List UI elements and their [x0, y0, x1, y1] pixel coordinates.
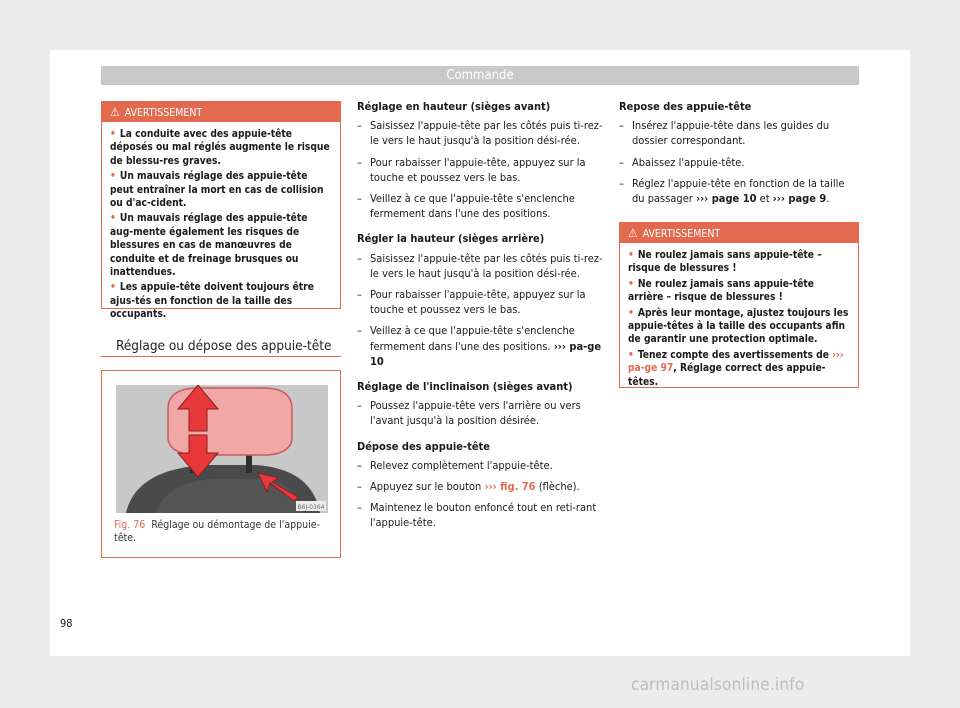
- heading-inclination: Réglage de l'inclinaison (sièges avant): [357, 380, 573, 394]
- figure-number: Fig. 76: [114, 519, 146, 531]
- warning-item: • Les appuie-tête doivent toujours être ajus-tés en fonction de la taille des occupants.: [110, 282, 314, 321]
- step: – Maintenez le bouton enfoncé tout en reti-rant l'appuie-tête.: [357, 500, 603, 530]
- warning-header: [620, 223, 858, 243]
- warning-item: • Tenez compte des avertissements de ››› pa-ge 97, Réglage correct des appuie-têtes.: [628, 349, 844, 388]
- headrest-drawing: [116, 385, 328, 513]
- page-link[interactable]: ››› page 9: [772, 192, 827, 206]
- warning-item: • La conduite avec des appuie-tête déposés ou mal réglés augmente le risque de blessu-res graves.: [110, 129, 330, 167]
- section-divider: [101, 356, 341, 357]
- warning-triangle-icon: ⚠: [628, 226, 638, 240]
- heading-install: Repose des appuie-tête: [619, 100, 752, 113]
- step: – Veillez à ce que l'appuie-tête s'enclenche fermement dans l'une des positions. ››› pa-ge 10: [357, 323, 603, 369]
- step: – Insérez l'appuie-tête dans les guides du dossier correspondant.: [619, 118, 859, 148]
- warning-item: • Un mauvais réglage des appuie-tête aug-mente également les risques de blessures en cas de manœuvres de conduite et de freinage brusques ou inattendues.: [110, 213, 308, 279]
- warning-title: AVERTISSEMENT: [642, 228, 721, 240]
- section-title: Réglage ou dépose des appuie-tête: [116, 338, 332, 354]
- step: – Relevez complètement l'appuie-tête.: [357, 458, 603, 473]
- column-middle: [357, 99, 603, 537]
- warning-box: [101, 101, 341, 321]
- warning-triangle-icon: ⚠: [110, 105, 120, 119]
- step: – Poussez l'appuie-tête vers l'arrière ou vers l'avant jusqu'à la position désirée.: [357, 398, 603, 428]
- step: – Saisissez l'appuie-tête par les côtés puis ti-rez-le vers le haut jusqu'à la position dési-rée.: [357, 251, 603, 281]
- step: – Veillez à ce que l'appuie-tête s'enclenche fermement dans l'une des positions.: [357, 191, 603, 221]
- page-link[interactable]: ››› pa-ge 10: [370, 339, 602, 368]
- heading-front-height: Réglage en hauteur (sièges avant): [357, 100, 551, 113]
- warning-title: AVERTISSEMENT: [124, 107, 203, 119]
- heading-rear-height: Régler la hauteur (sièges arrière): [357, 232, 545, 246]
- warning-item: • Ne roulez jamais sans appuie-tête arrière – risque de blessures !: [628, 278, 815, 304]
- step: – Pour rabaisser l'appuie-tête, appuyez sur la touche et poussez vers le bas.: [357, 287, 603, 317]
- warning-header: [102, 102, 340, 122]
- column-right: [619, 99, 859, 212]
- warning-item: • Un mauvais réglage des appuie-tête peut entraîner la mort en cas de collision ou d'ac-cident.: [110, 171, 324, 210]
- step: – Pour rabaisser l'appuie-tête, appuyez sur la touche et poussez vers le bas.: [357, 155, 603, 185]
- figure-caption-text: Réglage ou démontage de l'appuie-tête.: [114, 519, 320, 544]
- page-link[interactable]: ››› page 10: [696, 192, 757, 206]
- page-number: 98: [60, 617, 73, 630]
- page-header: Commande: [101, 66, 859, 85]
- warning-item: • Après leur montage, ajustez toujours les appuie-têtes à la taille des occupants afin de garantir une protection optimale.: [628, 307, 849, 346]
- warning-box-2: [619, 222, 859, 388]
- figure-caption: [114, 519, 330, 545]
- step: – Réglez l'appuie-tête en fonction de la taille du passager ››› page 10 et ››› page 9.: [619, 176, 859, 206]
- step: – Abaissez l'appuie-tête.: [619, 155, 859, 170]
- headrest-illustration: [116, 385, 328, 513]
- step: – Appuyez sur le bouton ››› fig. 76 (flèche).: [357, 479, 603, 494]
- warning-list: [620, 243, 858, 389]
- warning-list: [102, 122, 340, 322]
- page-link[interactable]: ››› pa-ge 97: [628, 349, 844, 375]
- heading-removal: Dépose des appuie-tête: [357, 439, 490, 453]
- watermark: carmanualsonline.info: [631, 675, 805, 695]
- warning-item: • Ne roulez jamais sans appuie-tête – risque de blessures !: [628, 250, 822, 275]
- figure-link[interactable]: ››› fig. 76: [484, 480, 536, 494]
- step: – Saisissez l'appuie-tête par les côtés puis ti-rez-le vers le haut jusqu'à la position dési-rée.: [357, 118, 603, 148]
- figure: [101, 370, 341, 558]
- figure-code: B6J-0364: [297, 504, 325, 511]
